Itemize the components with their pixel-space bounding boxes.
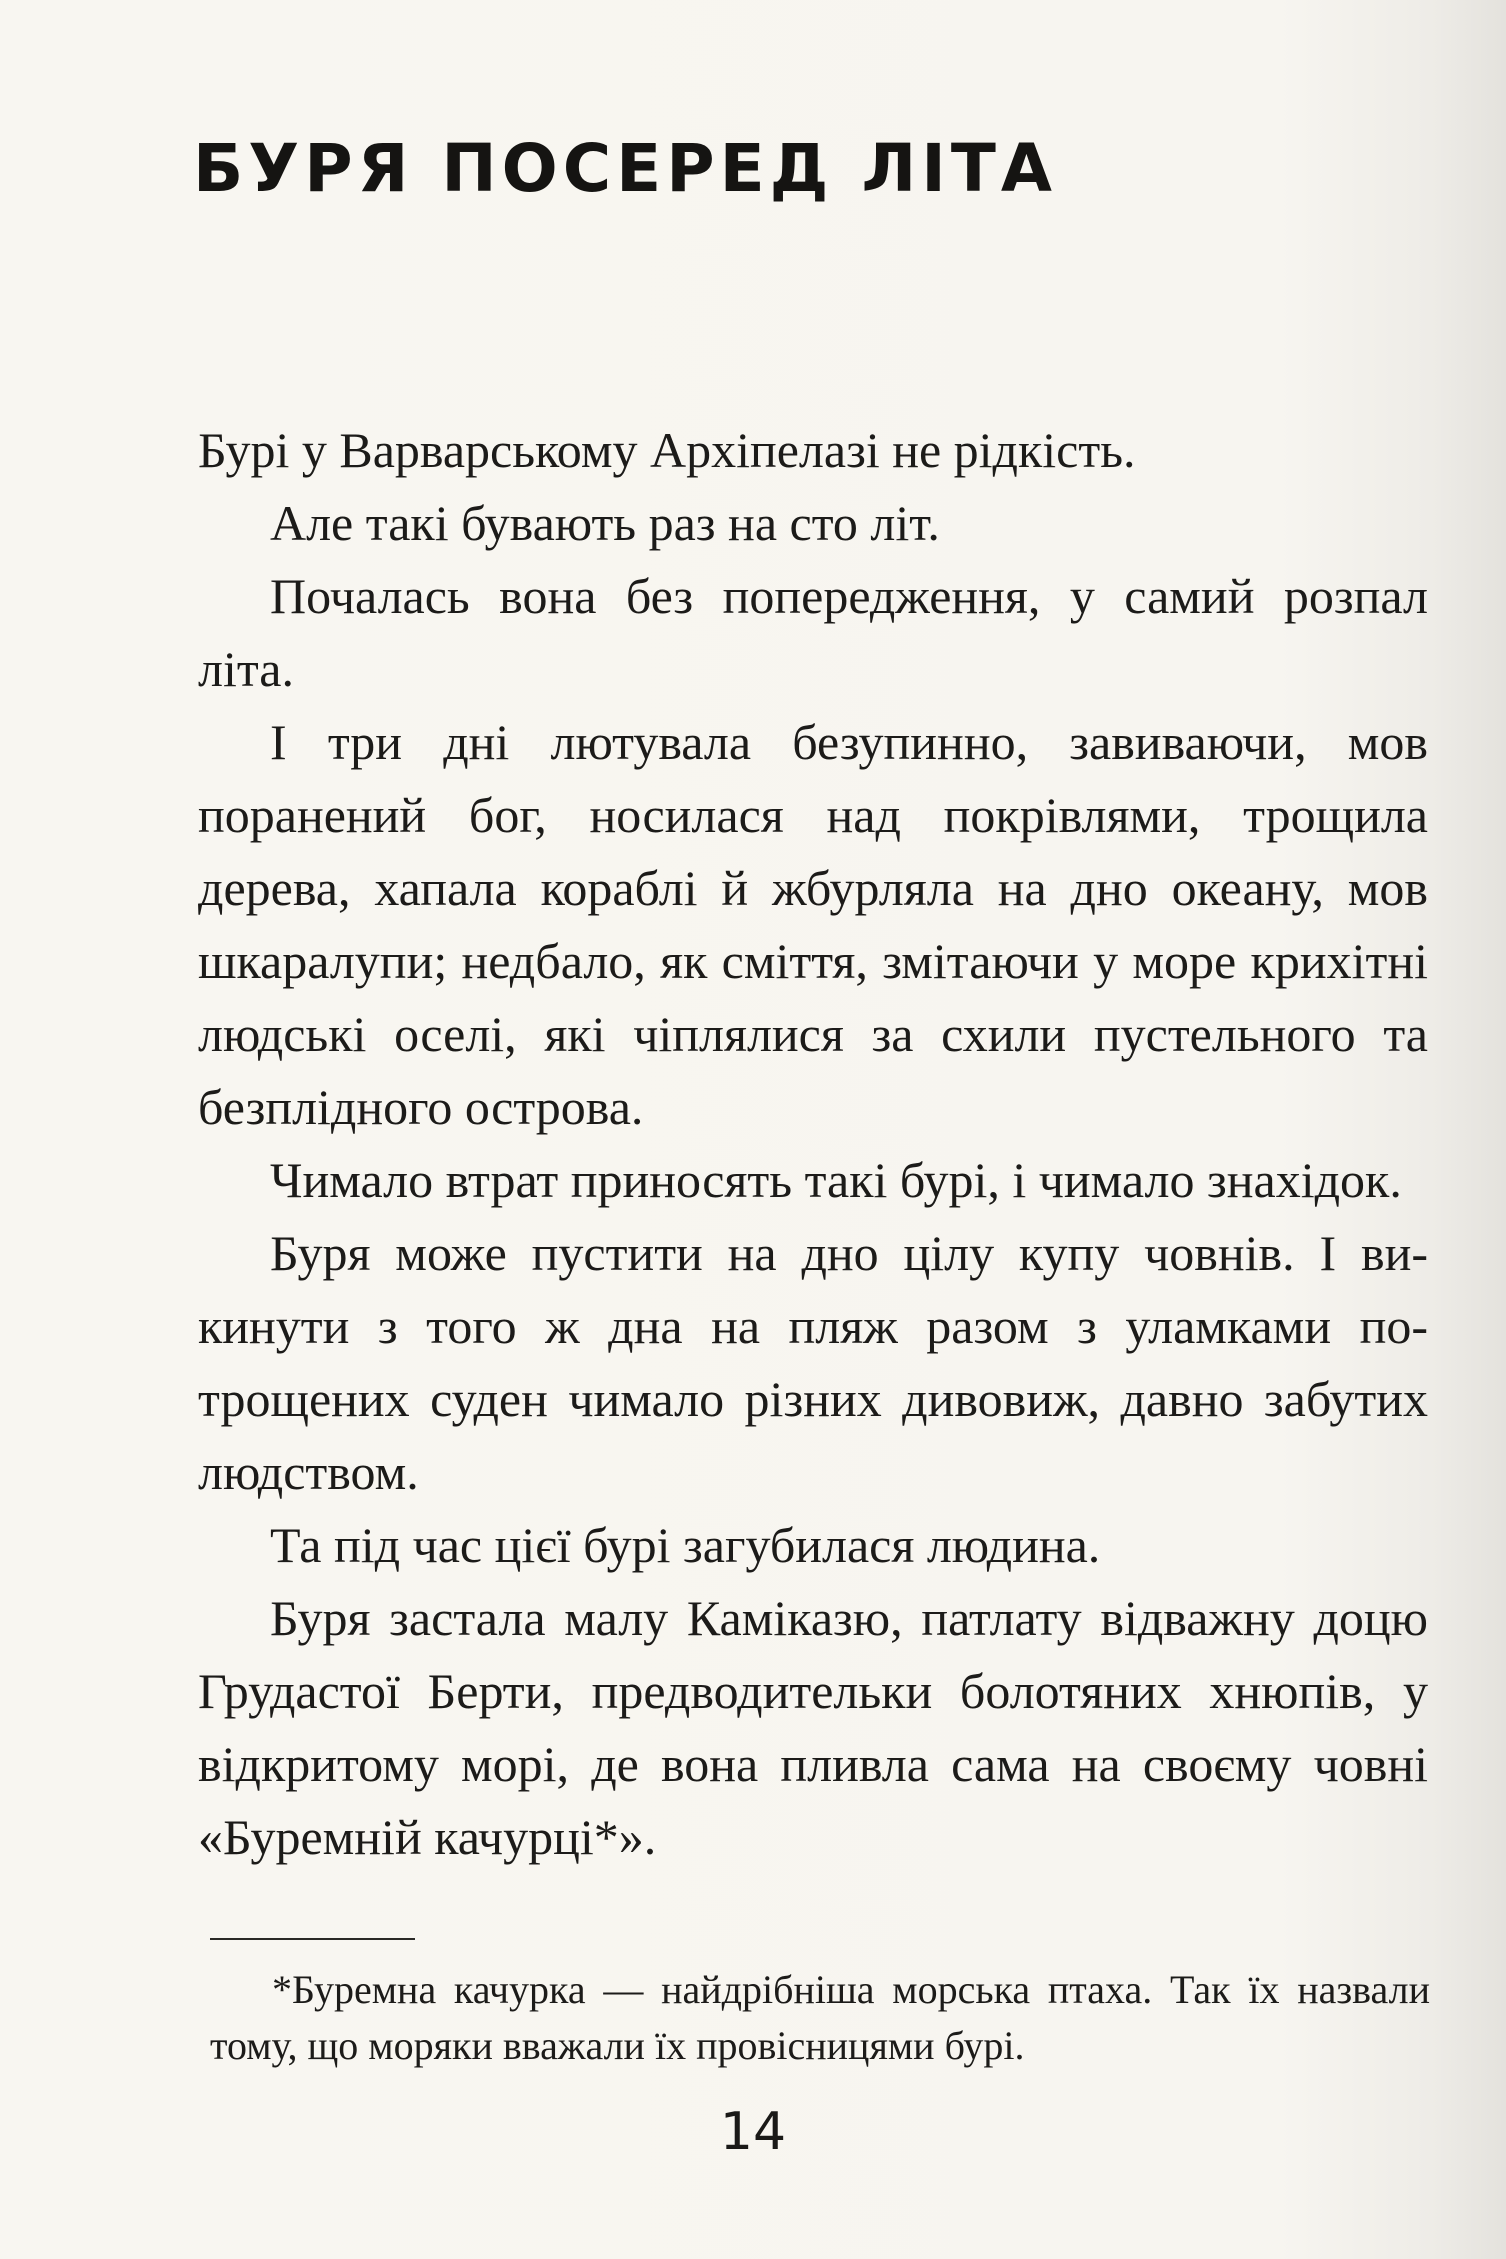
footnote-divider <box>210 1938 415 1940</box>
paragraph: Буря застала малу Каміказю, патлату відважну доцю Грудастої Берти, предводительки болотяних хнюпів, у відкритому морі, де вона пливла сама на своєму човні «Буремній качурці*». <box>198 1590 1428 1865</box>
chapter-title: БУРЯ ПОСЕРЕД ЛІТА <box>193 130 1057 207</box>
paragraph: Чимало втрат приносять такі бурі, і чимало знахідок. <box>270 1152 1402 1208</box>
paragraph: І три дні лютувала безупинно, завиваючи, мов поранений бог, носилася над покрівлями, трощила дерева, хапала кораблі й жбурляла на дно океану, мов шкаралупи; недбало, як сміття, змітаючи у море крихітні людські оселі, які чіплялися за схили пустельного та безплідного острова. <box>198 714 1428 1135</box>
paragraph: Почалась вона без попередження, у самий розпал літа. <box>198 568 1428 697</box>
footnote: *Буремна качурка — найдрібніша морська птаха. Так їх назвали тому, що моряки вважали їх провісницями бурі. <box>210 1967 1430 2068</box>
paragraph: Але такі бувають раз на сто літ. <box>270 495 940 551</box>
chapter-body <box>198 414 1428 1874</box>
paragraph: Буря може пустити на дно цілу купу човнів. І викинути з того ж дна на пляж разом з уламками потрощених суден чимало різних дивовиж, давно забутих людством. <box>198 1225 1428 1500</box>
page-number: 14 <box>719 2102 787 2162</box>
paragraph: Та під час цієї бурі загубилася людина. <box>270 1517 1101 1573</box>
paragraph: Бурі у Варварському Архіпелазі не рідкість. <box>198 422 1136 478</box>
